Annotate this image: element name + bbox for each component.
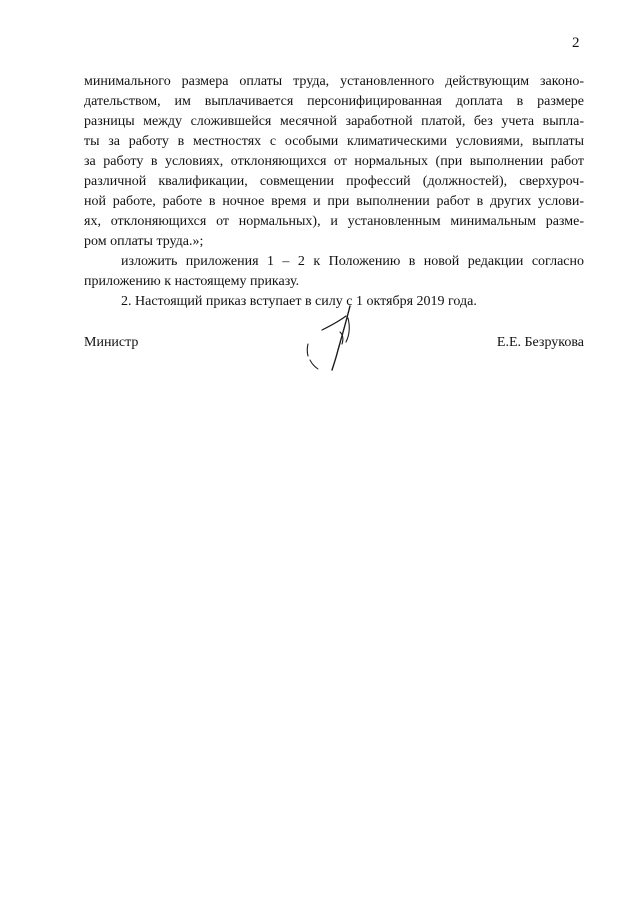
text-line: ях, отклоняющихся от нормальных), и установленным минимальным разме-: [84, 214, 584, 229]
text-line: минимального размера оплаты труда, установленного действующим законо-: [84, 74, 584, 89]
text-line: за работу в условиях, отклоняющихся от нормальных (при выполнении работ: [84, 154, 584, 169]
signatory-title: Министр: [84, 335, 139, 350]
signature-block: [84, 333, 584, 353]
text-line: ты за работу в местностях с особыми климатическими условиями, выплаты: [84, 134, 584, 149]
signatory-name: Е.Е. Безрукова: [496, 335, 584, 350]
paragraph-continuation: [84, 72, 584, 252]
text-line: ром оплаты труда.»;: [84, 234, 204, 249]
text-line: приложению к настоящему приказу.: [84, 274, 300, 289]
text-line: разницы между сложившейся месячной заработной платой, без учета выпла-: [84, 114, 584, 129]
text-line: дательством, им выплачивается персонифицированная доплата в размере: [84, 94, 584, 109]
text-line: изложить приложения 1 – 2 к Положению в новой редакции согласно: [121, 254, 584, 269]
text-line: ной работе, работе в ночное время и при выполнении работ в других услови-: [84, 194, 584, 209]
paragraph-appendix-amendment: [84, 252, 584, 292]
text-line: 2. Настоящий приказ вступает в силу с 1 октября 2019 года.: [121, 294, 477, 309]
text-line: различной квалификации, совмещении профессий (должностей), сверхуроч-: [84, 174, 584, 189]
page-number: 2: [572, 35, 580, 51]
document-body: [84, 72, 584, 312]
